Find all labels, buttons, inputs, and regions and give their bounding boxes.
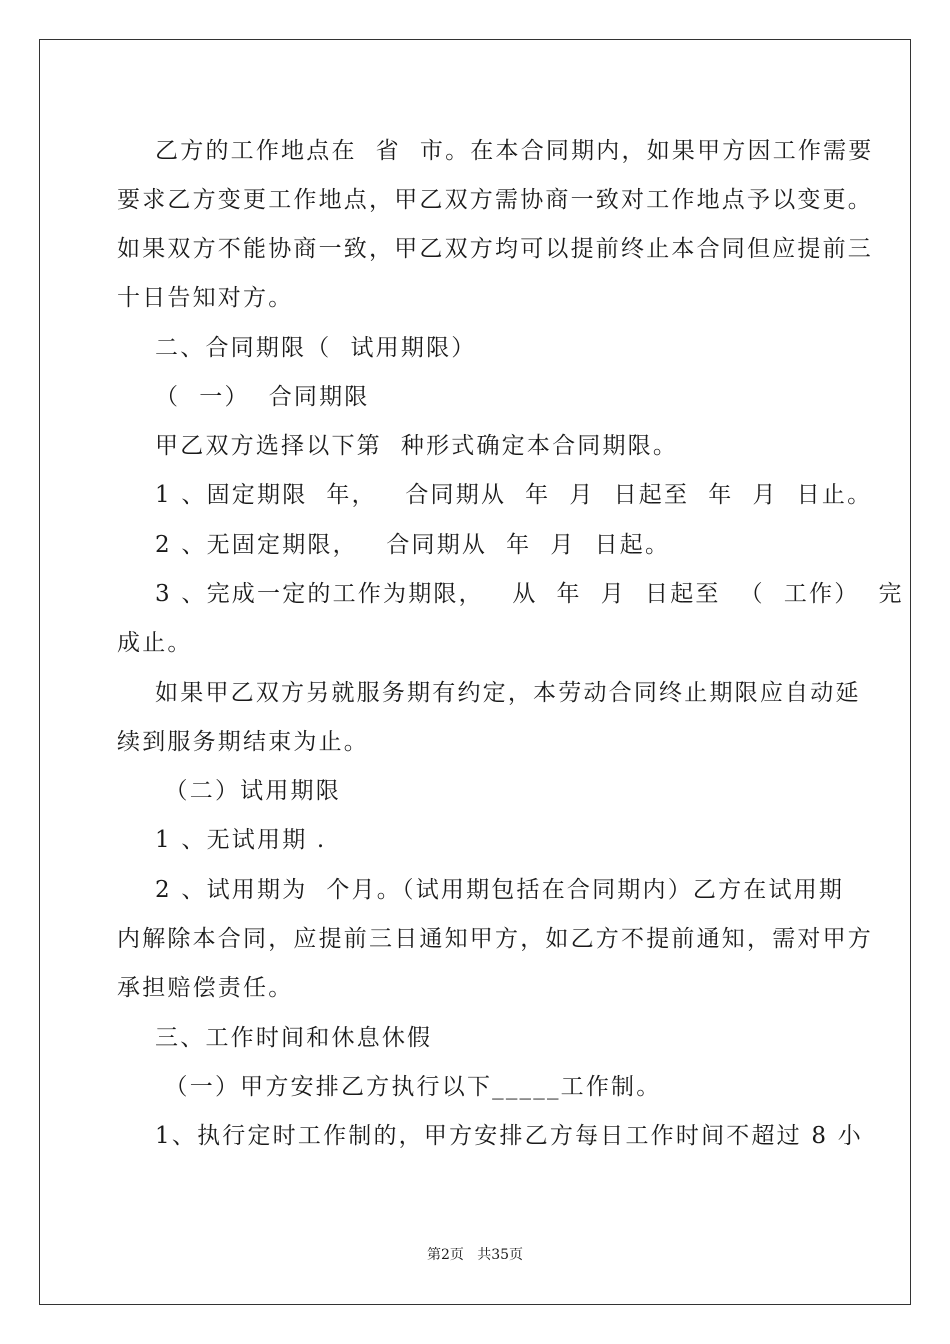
paragraph-line: 乙方的工作地点在 省 市。在本合同期内，如果甲方因工作需要: [117, 138, 874, 164]
paragraph-line: 内解除本合同，应提前三日通知甲方，如乙方不提前通知，需对甲方: [117, 926, 873, 952]
paragraph-line: 如果双方不能协商一致，甲乙双方均可以提前终止本合同但应提前三: [117, 236, 873, 262]
paragraph-line: 2 、无固定期限， 合同期从 年 月 日起。: [117, 532, 671, 558]
paragraph-line: 3 、完成一定的工作为期限， 从 年 月 日起至 （ 工作） 完: [117, 581, 904, 607]
paragraph-line: 十日告知对方。: [117, 285, 294, 311]
paragraph-line: 甲乙双方选择以下第 种形式确定本合同期限。: [117, 433, 679, 459]
section-heading: 二、合同期限（ 试用期限）: [117, 335, 477, 361]
subsection-heading: （一）甲方安排乙方执行以下_____工作制。: [117, 1074, 662, 1100]
paragraph-line: 1 、无试用期 .: [117, 827, 327, 853]
paragraph-line: 要求乙方变更工作地点，甲乙双方需协商一致对工作地点予以变更。: [117, 187, 873, 213]
paragraph-line: 承担赔偿责任。: [117, 975, 294, 1001]
page-number-footer: 第2页 共35页: [426, 1247, 524, 1263]
page-border: [39, 39, 911, 1305]
paragraph-line: 1 、固定期限 年， 合同期从 年 月 日起至 年 月 日止。: [117, 482, 873, 508]
paragraph-line: 如果甲乙双方另就服务期有约定，本劳动合同终止期限应自动延: [117, 680, 861, 706]
paragraph-line: 1、执行定时工作制的，甲方安排乙方每日工作时间不超过 8 小: [117, 1123, 863, 1149]
paragraph-line: 成止。: [117, 630, 193, 656]
paragraph-line: 2 、试用期为 个月。（试用期包括在合同期内）乙方在试用期: [117, 877, 845, 903]
subsection-heading: （ 一） 合同期限: [117, 384, 370, 410]
paragraph-line: 续到服务期结束为止。: [117, 729, 369, 755]
subsection-heading: （二）试用期限: [117, 778, 341, 804]
section-heading: 三、工作时间和休息休假: [117, 1025, 433, 1051]
